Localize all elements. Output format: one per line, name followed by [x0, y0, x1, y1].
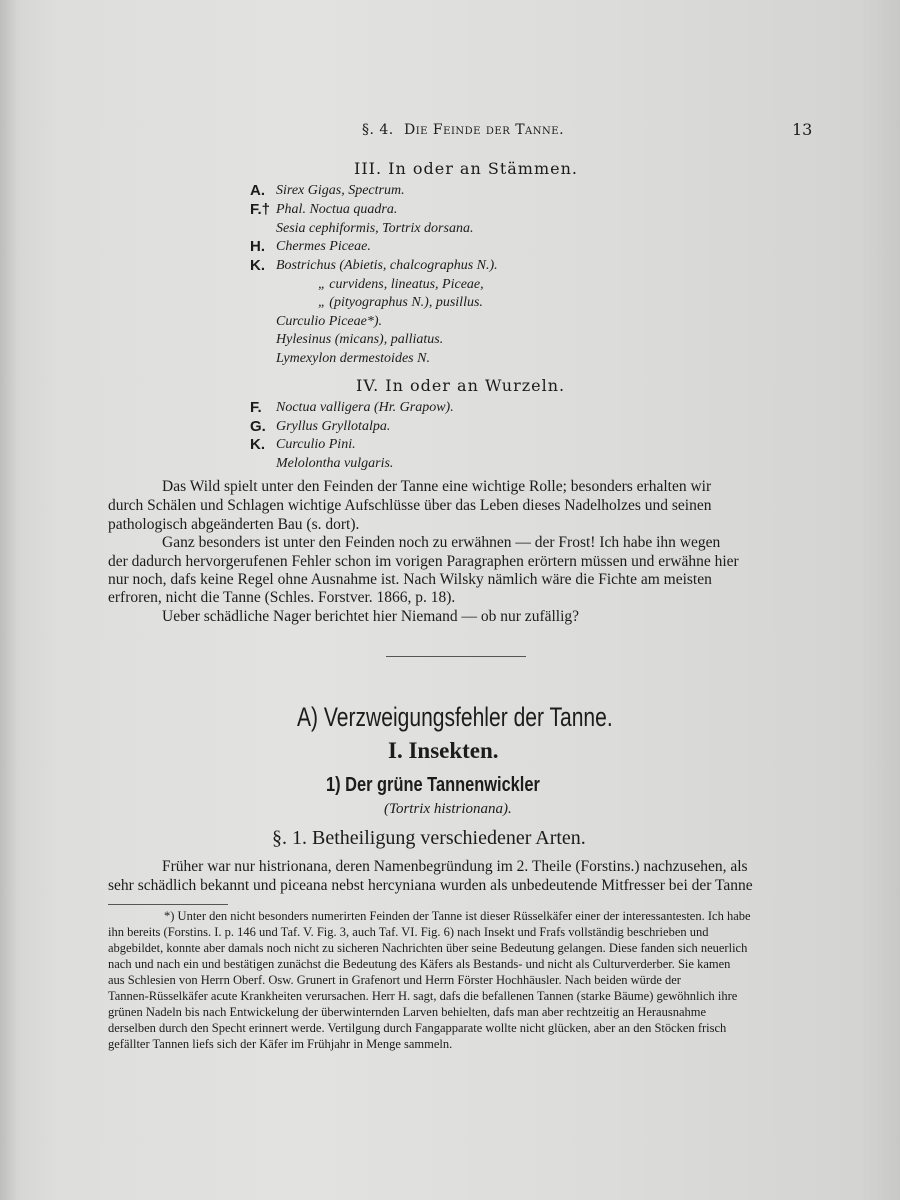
entry-text: Curculio Piceae*). [276, 314, 383, 329]
entry-mark: K. [250, 436, 265, 453]
entry-text: Chermes Piceae. [276, 239, 371, 254]
entry-text: Gryllus Gryllotalpa. [276, 419, 391, 434]
section-iii-heading: III. In oder an Stämmen. [354, 159, 578, 178]
entry-text: Melolontha vulgaris. [276, 456, 394, 471]
entry-text: Sesia cephiformis, Tortrix dorsana. [276, 221, 474, 236]
chapter-title: A) Verzweigungsfehler der Tanne. [297, 702, 613, 732]
section-divider [386, 656, 526, 657]
entry-mark: H. [250, 238, 265, 255]
entry-text: Hylesinus (micans), palliatus. [276, 332, 444, 347]
running-header-title: Die Feinde der Tanne. [404, 122, 565, 138]
entry-mark: F.† [250, 201, 271, 218]
chapter-subtitle: I. Insekten. [388, 738, 499, 763]
footnote-line: derselben durch den Specht erinnert werde. Vertilgung durch Fangapparate wollte nicht glücken, aber an den Stöcken frisch [108, 1021, 727, 1035]
entry-text: „ (pityographus N.), pusillus. [318, 295, 483, 310]
footnote-line: nach und nach ein und bestätigen zunächst die Bedeutung des Käfers als Bestands- und nicht als Culturverderber. Sie kamen [108, 957, 731, 971]
entry-mark: A. [250, 182, 265, 199]
paragraph-line: Ganz besonders ist unter den Feinden noch zu erwähnen — der Frost! Ich habe ihn wegen [162, 534, 721, 551]
footnote-line: aus Schlesien von Herrn Oberf. Osw. Grunert in Grafenort und Herrn Förster Hochhäusler. Nach beiden würde der [108, 973, 681, 987]
footnote-rule [108, 904, 228, 905]
paragraph-line: der dadurch hervorgerufenen Fehler schon im vorigen Paragraphen erörtern müssen und erwähne hier [108, 553, 739, 570]
paragraph-line: pathologisch abgeänderten Bau (s. dort). [108, 516, 360, 533]
entry-mark: K. [250, 257, 265, 274]
entry-text: Bostrichus (Abietis, chalcographus N.). [276, 258, 498, 273]
entry-text: Lymexylon dermestoides N. [276, 351, 430, 366]
entry-text: Phal. Noctua quadra. [276, 202, 398, 217]
species-heading: 1) Der grüne Tannenwickler [326, 774, 540, 796]
entry-mark: G. [250, 418, 266, 435]
entry-text: Sirex Gigas, Spectrum. [276, 183, 405, 198]
footnote-line: gefällter Tannen liefs sich der Käfer im Frühjahr in Menge sammeln. [108, 1037, 453, 1051]
paragraph-line: sehr schädlich bekannt und piceana nebst hercyniana wurden als unbedeutende Mitfresser bei der Tanne [108, 877, 753, 894]
paragraph-line: nur noch, dafs keine Regel ohne Ausnahme ist. Nach Wilsky nämlich wäre die Fichte am meisten [108, 571, 712, 588]
header-section-number: §. 4. [362, 122, 394, 138]
entry-text: „ curvidens, lineatus, Piceae, [318, 277, 484, 292]
footnote-line: abgebildet, konnte aber damals noch nicht zu sicheren Nachrichten über seine Bedeutung gelangen. Diese fanden sich neuerlich [108, 941, 748, 955]
entry-text: Noctua valligera (Hr. Grapow). [276, 400, 454, 415]
section-iv-heading: IV. In oder an Wurzeln. [356, 376, 566, 395]
paragraph-line: Das Wild spielt unter den Feinden der Tanne eine wichtige Rolle; besonders erhalten wir [162, 478, 712, 495]
page-number: 13 [792, 120, 813, 139]
paragraph-line: Früher war nur histrionana, deren Namenbegründung im 2. Theile (Forstins.) nachzusehen, als [162, 858, 748, 875]
paragraph-line: erfroren, nicht die Tanne (Schles. Forstver. 1866, p. 18). [108, 589, 456, 606]
paragraph-line: durch Schälen und Schlagen wichtige Aufschlüsse über das Leben dieses Nadelholzes und seinen [108, 497, 712, 514]
footnote-line: grünen Nadeln bis nach Entwickelung der überwinternden Larven behielten, dafs man aber rechtzeitig an Herausnahme [108, 1005, 707, 1019]
footnote-line: Tannen-Rüsselkäfer acute Krankheiten verursachen. Herr H. sagt, dafs die befallenen Tannen (starke Bäume) gewöhnlich ihre [108, 989, 738, 1003]
entry-text: Curculio Pini. [276, 437, 356, 452]
paragraph-line: Ueber schädliche Nager berichtet hier Niemand — ob nur zufällig? [162, 608, 580, 625]
section-heading: §. 1. Betheiligung verschiedener Arten. [272, 827, 586, 849]
footnote-line: ihn bereits (Forstins. I. p. 146 und Taf. V. Fig. 3, auch Taf. VI. Fig. 6) nach Insekt und Frafs vollständig beschrieben und [108, 925, 709, 939]
entry-mark: F. [250, 399, 262, 416]
footnote-line: *) Unter den nicht besonders numerirten Feinden der Tanne ist dieser Rüsselkäfer einer der interessantesten. Ich habe [164, 909, 751, 923]
species-latin-name: (Tortrix histrionana). [384, 801, 512, 817]
